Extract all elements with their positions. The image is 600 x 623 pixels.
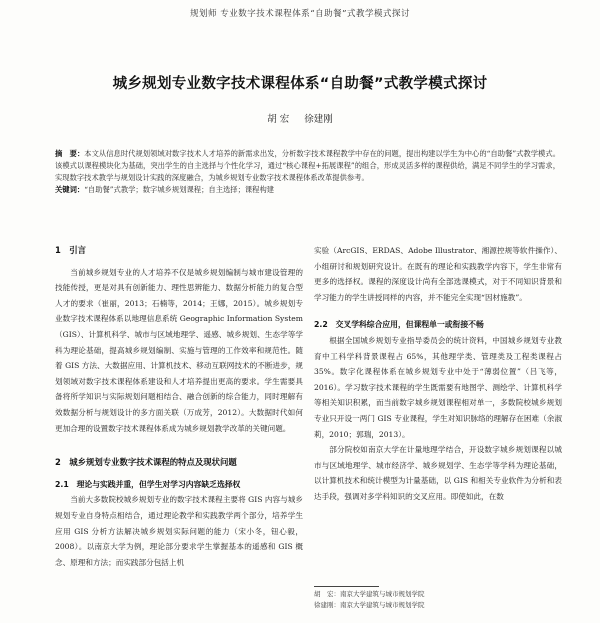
running-head: 规划师 专业数字技术课程体系“自助餐”式教学模式探讨 — [190, 9, 410, 19]
abstract-text — [55, 148, 560, 184]
left-column — [55, 243, 303, 570]
keywords-label: 关键词： — [55, 185, 85, 195]
author-name: 徐建刚 — [304, 114, 333, 125]
keywords-line — [55, 184, 560, 196]
right-column — [314, 243, 562, 505]
keywords-text: “自助餐”式教学；数字城乡规划课程；自主选择；课程构建 — [84, 185, 275, 195]
section-heading: 2 城乡规划专业数字技术课程的特点及现状问题 — [55, 457, 237, 468]
body-paragraph: 部分院校如南京大学在计量地理学结合，开设数字城乡规划课程以城市与区域地理学、城市经济学、城乡规划学、生态学等学科为理论基础，以计算机技术和统计模型为计量基础，以 GIS 和相关专业软件为分析和表达手段，强调对多学科知识的交叉应用。即使如此，在数 — [314, 445, 562, 501]
body-paragraph: 当前城乡规划专业的人才培养不仅是城乡规划编制与城市建设管理的技能传授，更是对具有创新能力、理性思辨能力、数据分析能力的复合型人才的要求（崔丽，2013；石楠等，2014；王娜，2015）。城乡规划专业数字技术课程体系以地理信息系统 Geographic Information System（GIS）、计算机科学、城市与区域地理学、遥感、城乡规划、生态学等学科为理论基础，提高城乡规划编制、实施与管理的工作效率和规范性。随着 GIS 方法、大数据应用、计算机技术、移动互联网技术的不断进步，规划领域对数字技术课程体系建设和人才培养提出更高的要求。学生需要具备将所学知识与实际规划问题相结合、融合创新的综合能力，同时理解有效数据分析与规划设计的多方面关联（万成芳，2012）。大数据时代如何更加合理的设置数字技术课程体系成为城乡规划教学改革的关键问题。 — [55, 267, 303, 433]
author-footnote — [314, 589, 562, 610]
abstract-label: 摘 要： — [55, 149, 85, 158]
body-paragraph: 当前大多数院校城乡规划专业的数字技术课程主要将 GIS 内容与城乡规划专业自身特点相结合，通过理论教学和实践教学两个部分，培养学生应用 GIS 分析方法解决城乡规划实际问题的能力（宋小冬，钮心毅，2008）。以南京大学为例，理论部分要求学生掌握基本的遥感和 GIS 概念、原理和方法；而实践部分包括上机 — [55, 495, 303, 567]
author-name: 胡 宏 — [267, 114, 290, 125]
abstract-block — [55, 148, 560, 196]
abstract-body: 本文从信息时代规划领域对数字技术人才培养的新需求出发，分析数字技术课程教学中存在的问题，提出构建以学生为中心的“自助餐”式教学模式。该模式以课程模块化为基础，突出学生的自主选择与个性化学习，通过“核心课程+拓展课程”的组合，形成灵活多样的课程供给，满足不同学生的学习需求，实现数字技术教学与规划设计实践的深度融合，为城乡规划专业数字技术课程体系改革提供参考。 — [55, 149, 560, 183]
body-paragraph: 根据全国城乡规划专业指导委员会的统计资料，中国城乡规划专业教育中工科学科背景课程占 65%，其他理学类、管理类及工程类课程占 35%。数字化课程体系在城乡规划专业中处于“薄弱位置”（吕飞等，2016）。学习数字技术课程的学生既需要有地图学、测绘学、计算机科学等相关知识积累，而当前数字城乡规划课程相对单一，多数院校城乡规划专业只开设一两门 GIS 专业课程，学生对知识脉络的理解存在困难（余淑莉，2010；郭瑞，2013）。 — [314, 335, 562, 439]
body-paragraph: 实验（ArcGIS、ERDAS、Adobe Illustrator、湘源控规等软件操作）、小组研讨和规划研究设计。在既有的理论和实践教学内容下，学生非常有更多的选择权。课程的深度设计尚有全部选课模式，对于不同知识背景和学习能力的学生讲授同样的内容，并不能完全实现“因材施教”。 — [314, 246, 562, 302]
paper-title: 城乡规划专业数字技术课程体系“自助餐”式教学模式探讨 — [112, 76, 488, 92]
footnote-line: 徐建刚：南京大学建筑与城市规划学院 — [314, 600, 425, 609]
subsection-heading: 2.1 理论与实践并重，但学生对学习内容缺乏选择权 — [55, 479, 241, 489]
section-heading: 1 引言 — [55, 245, 86, 255]
subsection-heading: 2.2 交叉学科综合应用，但课程单一或衔接不畅 — [314, 320, 484, 330]
author-list — [0, 111, 600, 125]
footnote-divider — [314, 586, 379, 587]
footnote-line: 胡 宏：南京大学建筑与城市规划学院 — [314, 590, 425, 598]
